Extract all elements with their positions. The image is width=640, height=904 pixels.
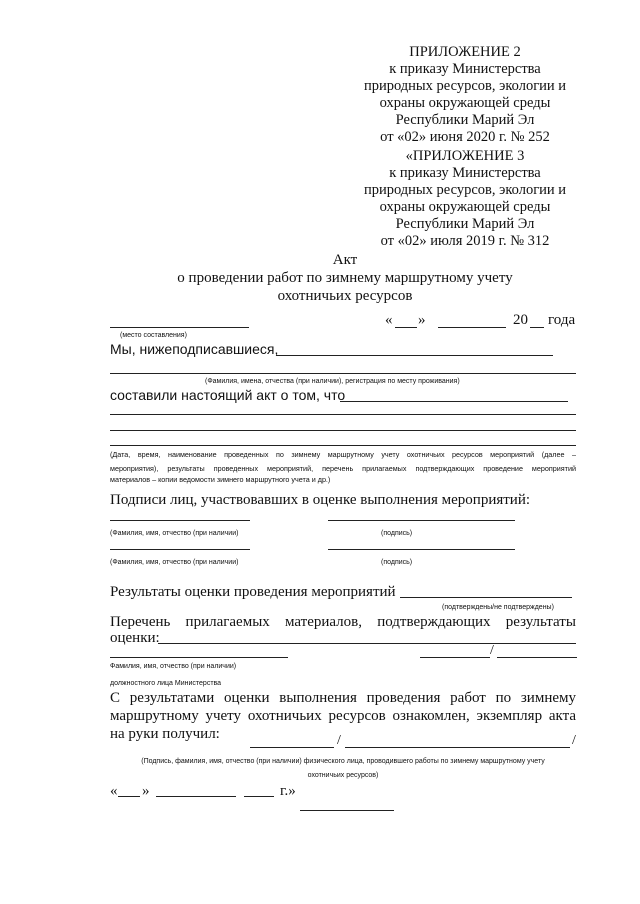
act-title-line-1: Акт: [332, 252, 358, 268]
date-month-line[interactable]: [438, 327, 506, 328]
appendix-2-line-2: к приказу Министерства: [389, 61, 541, 77]
familiarized-line-3: на руки получил:: [110, 726, 220, 742]
official-name-short-line[interactable]: [497, 657, 577, 658]
appendix-3-line-5: Республики Марий Эл: [395, 216, 535, 232]
act-title: [110, 251, 580, 305]
appendix-2-line-4: охраны окружающей среды: [379, 95, 551, 111]
participant-1-sign-line[interactable]: [328, 520, 515, 521]
appendix-2-header: [355, 44, 575, 146]
materials-field-line[interactable]: [158, 643, 576, 644]
final-date-day-line[interactable]: [118, 796, 140, 797]
date-day-line[interactable]: [395, 327, 417, 328]
familiarized-line-1: С результатами оценки выполнения проведения работ по зимнему: [110, 690, 576, 706]
materials-word-2: прилагаемых: [185, 614, 270, 630]
final-date-year-suffix: г.»: [280, 783, 296, 799]
receiver-slash-1: /: [337, 733, 341, 748]
participant-2-sign-line[interactable]: [328, 549, 515, 550]
participant-2-name-line[interactable]: [110, 549, 250, 550]
act-caption: [110, 448, 576, 485]
receiver-name-line[interactable]: [345, 747, 570, 748]
participant-1-name-line[interactable]: [110, 520, 250, 521]
materials-word-3: материалов,: [284, 614, 362, 630]
act-caption-line-2: мероприятия), результаты проведенных мероприятий, перечень прилагаемых подтверждающих проведение мероприятий: [110, 463, 576, 473]
signatures-heading: Подписи лиц, участвовавших в оценке выполнения мероприятий:: [110, 492, 531, 508]
signers-caption: (Фамилия, имена, отчества (при наличии), регистрация по месту проживания): [205, 378, 460, 385]
appendix-3-line-4: охраны окружающей среды: [379, 199, 551, 215]
materials-line-2: оценки:: [110, 630, 160, 646]
appendix-3-line-2: к приказу Министерства: [389, 165, 541, 181]
date-open-quote: «: [385, 312, 393, 328]
act-field-line-1[interactable]: [340, 401, 568, 402]
signers-intro: Мы, нижеподписавшиеся,: [110, 341, 279, 357]
receiver-caption-line-2: охотничьих ресурсов): [307, 772, 379, 779]
receiver-sign-line[interactable]: [250, 747, 334, 748]
final-date-month-line[interactable]: [156, 796, 236, 797]
official-sign-line[interactable]: [420, 657, 490, 658]
materials-word-5: результаты: [505, 614, 576, 630]
materials-word-4: подтверждающих: [377, 614, 491, 630]
materials-word-1: Перечень: [110, 614, 171, 630]
official-name-line[interactable]: [110, 657, 288, 658]
act-title-line-3: охотничьих ресурсов: [277, 288, 413, 304]
appendix-3-line-1: «ПРИЛОЖЕНИЕ 3: [405, 148, 525, 164]
familiarized-text: [110, 689, 576, 743]
results-field-line[interactable]: [400, 597, 572, 598]
final-date-year-line[interactable]: [244, 796, 274, 797]
receiver-slash-2: /: [572, 733, 576, 748]
act-field-line-4[interactable]: [110, 445, 576, 446]
document-end-line: [300, 810, 394, 811]
participant-2-name-caption: (Фамилия, имя, отчество (при наличии): [110, 559, 239, 566]
date-close-quote: »: [418, 312, 426, 328]
date-year-prefix: 20: [513, 312, 528, 328]
act-intro: составили настоящий акт о том, что: [110, 387, 346, 403]
appendix-2-line-6: от «02» июня 2020 г. № 252: [380, 129, 550, 145]
appendix-2-line-1: ПРИЛОЖЕНИЕ 2: [409, 44, 521, 60]
place-field-line[interactable]: [110, 327, 249, 328]
official-slash: /: [490, 643, 494, 658]
signers-field-line-2[interactable]: [110, 373, 576, 374]
familiarized-line-2: маршрутному учету охотничьих ресурсов ознакомлен, экземпляр акта: [110, 708, 576, 724]
appendix-2-line-5: Республики Марий Эл: [395, 112, 535, 128]
appendix-3-header: [355, 148, 575, 250]
appendix-3-line-6: от «02» июля 2019 г. № 312: [380, 233, 550, 249]
participant-1-name-caption: (Фамилия, имя, отчество (при наличии): [110, 530, 239, 537]
act-field-line-2[interactable]: [110, 414, 576, 415]
official-caption-line-1: Фамилия, имя, отчество (при наличии): [110, 663, 237, 670]
results-label: Результаты оценки проведения мероприятий: [110, 584, 396, 600]
act-caption-line-3: материалов – копии ведомости зимнего маршрутного учета и др.): [110, 475, 331, 484]
materials-line-1: [110, 613, 576, 631]
receiver-caption-line-1: (Подпись, фамилия, имя, отчество (при наличии) физического лица, проводившего работы по зимнему маршрутному учету: [141, 758, 545, 765]
participant-2-sign-caption: (подпись): [381, 559, 413, 566]
results-caption: (подтверждены/не подтверждены): [442, 604, 554, 611]
official-caption-line-2: должностного лица Министерства: [110, 680, 222, 687]
final-date-close-quote: »: [142, 783, 150, 799]
act-caption-line-1: (Дата, время, наименование проведенных по зимнему маршрутному учету охотничьих ресурсов мероприятий (далее –: [110, 450, 576, 459]
place-caption: (место составления): [120, 332, 187, 339]
participant-1-sign-caption: (подпись): [381, 530, 413, 537]
appendix-3-line-3: природных ресурсов, экологии и: [363, 182, 567, 198]
date-year-suffix: года: [548, 312, 576, 328]
signers-field-line-1[interactable]: [276, 355, 553, 356]
appendix-2-line-3: природных ресурсов, экологии и: [363, 78, 567, 94]
final-date-open-quote: «: [110, 783, 118, 799]
receiver-caption: [110, 757, 576, 780]
date-year-line[interactable]: [530, 327, 544, 328]
act-field-line-3[interactable]: [110, 430, 576, 431]
act-title-line-2: о проведении работ по зимнему маршрутному учету: [177, 270, 513, 286]
